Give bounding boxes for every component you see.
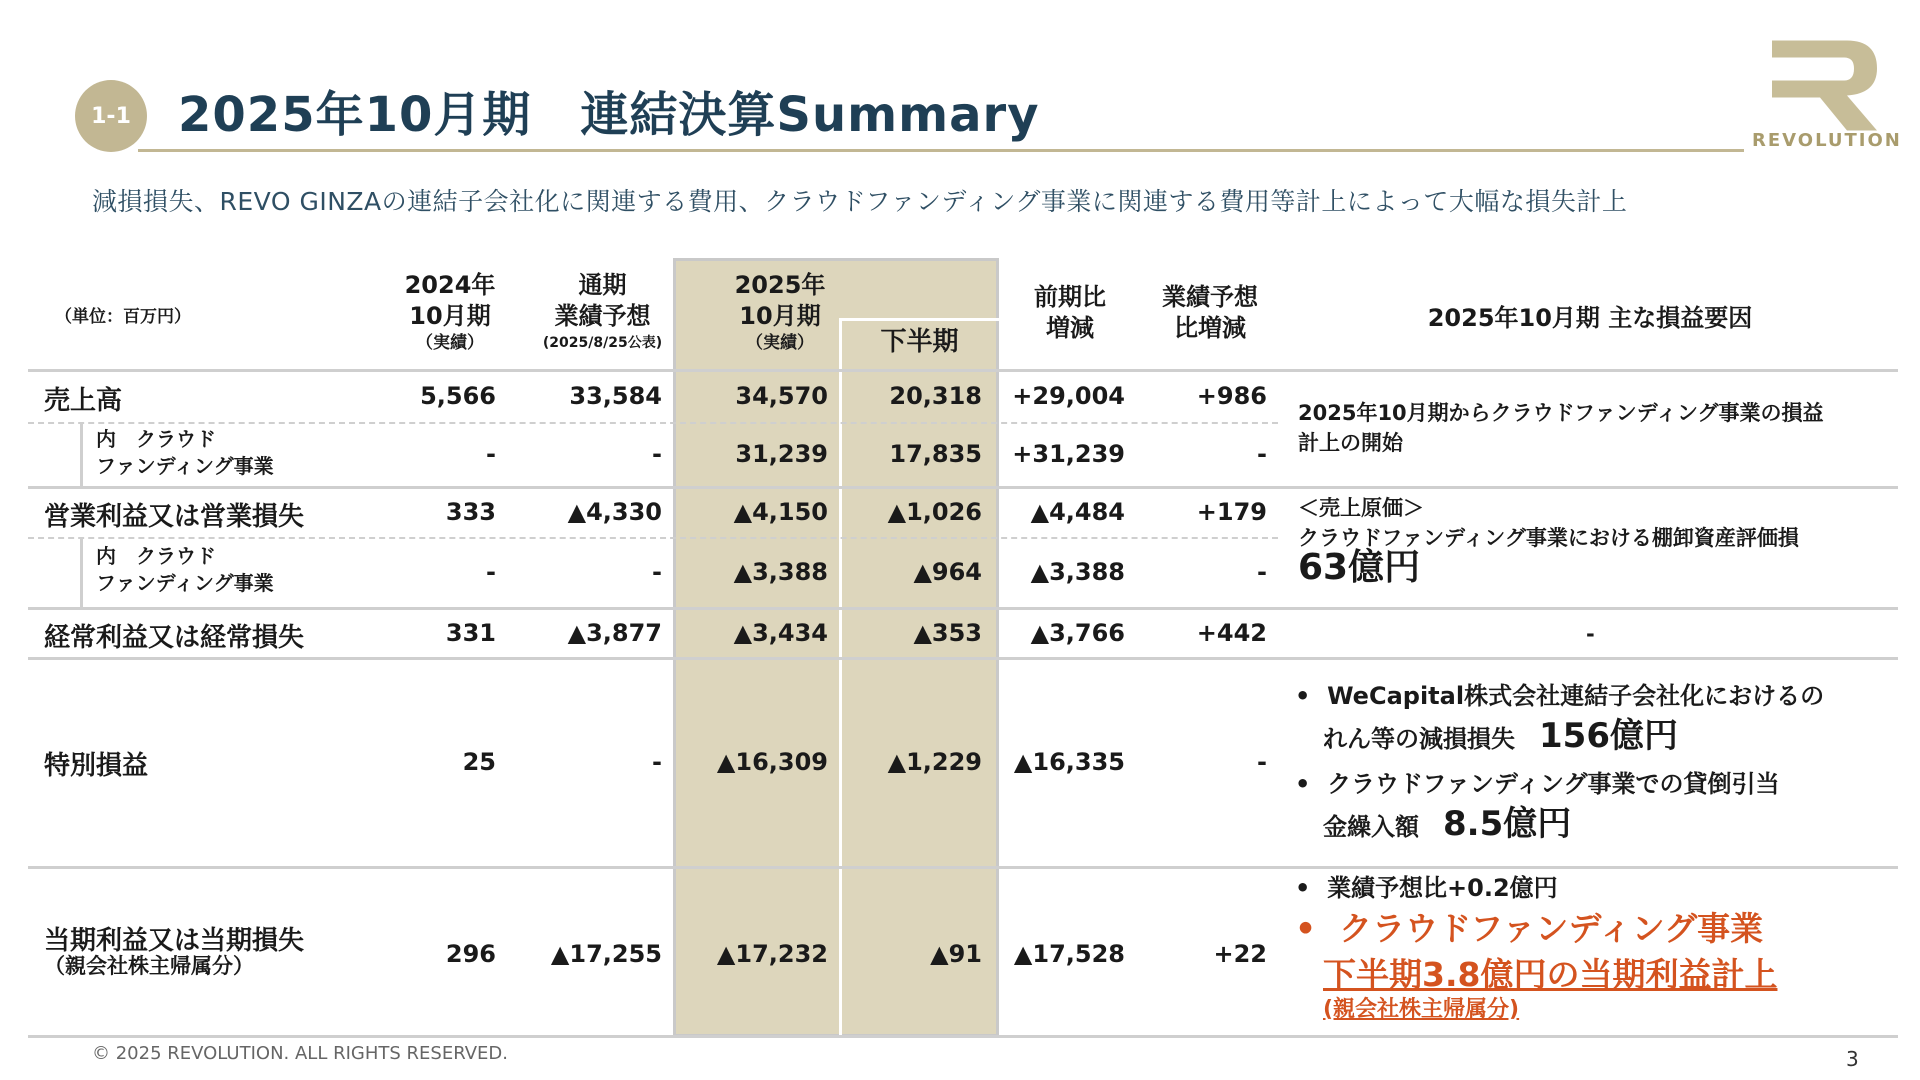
factor-net-2-note: (親会社株主帰属分) [1323, 997, 1520, 1022]
col-vsfc-line2: 比増減 [1174, 314, 1246, 342]
col-yoy-line2: 増減 [1046, 314, 1094, 342]
bullet-icon: • [1295, 770, 1311, 798]
row-op-sub-forecast: - [652, 558, 662, 586]
factor-special-2 [1295, 764, 1779, 847]
col-forecast-line1: 通期 [578, 271, 627, 299]
row-op-vsfc: +179 [1196, 498, 1267, 526]
row-op-sub-fy2025: ▲3,388 [733, 558, 828, 586]
row-ordinary-forecast: ▲3,877 [567, 619, 662, 647]
row-sales-sub-fy2024: - [486, 440, 496, 468]
row-net-fy2025: ▲17,232 [716, 940, 828, 968]
factor-sales-line2: 計上の開始 [1298, 431, 1403, 455]
factor-sales-line1: 2025年10月期からクラウドファンディング事業の損益 [1298, 401, 1824, 425]
page-number: 3 [1846, 1047, 1859, 1071]
col-h2-header: 下半期 [880, 327, 959, 357]
row-net-vsfc: +22 [1213, 940, 1267, 968]
col-yoy-line1: 前期比 [1034, 283, 1106, 311]
row-special-fy2024: 25 [462, 748, 496, 776]
h2-header-divider [839, 318, 999, 321]
row-op-fy2024: 333 [445, 498, 496, 526]
row-special-yoy: ▲16,335 [1013, 748, 1125, 776]
row-sales-sub-yoy: +31,239 [1012, 440, 1125, 468]
row-net-label: 当期利益又は当期損失 [44, 926, 305, 956]
row-op-sub-yoy: ▲3,388 [1030, 558, 1125, 586]
factor-op [1298, 493, 1799, 587]
col-fy2025-note: （実績） [746, 333, 814, 353]
factor-sales [1298, 398, 1824, 458]
row-op-sub-label-line2: ファンディング事業 [96, 571, 274, 595]
row-sales-sub-h2: 17,835 [889, 440, 982, 468]
copyright: © 2025 REVOLUTION. ALL RIGHTS RESERVED. [92, 1043, 508, 1064]
sub-indent-line-2 [80, 537, 83, 607]
unit-label: （単位：百万円） [55, 307, 191, 327]
col-vsfc-header [1140, 282, 1280, 344]
col-fy2024-period: 10月期 [409, 302, 491, 330]
factor-special-2-amount: 8.5億円 [1443, 804, 1572, 844]
row-op-h2: ▲1,026 [887, 498, 982, 526]
row-special-forecast: - [652, 748, 662, 776]
row-sales-yoy: +29,004 [1012, 382, 1125, 410]
row-sales-fy2024: 5,566 [420, 382, 496, 410]
factor-special-2-line2: 金繰入額 [1323, 813, 1443, 841]
row-sales-sub-vsfc: - [1257, 440, 1267, 468]
factor-net-2-line1: クラウドファンディング事業 [1339, 909, 1764, 948]
col-factors-header: 2025年10月期 主な損益要因 [1427, 304, 1753, 332]
factor-special-2-line1: クラウドファンディング事業での貸倒引当 [1327, 770, 1780, 798]
factor-op-line2: クラウドファンディング事業における棚卸資産評価損 [1298, 526, 1799, 550]
row-special-h2: ▲1,229 [887, 748, 982, 776]
factor-op-line1: ＜売上原価＞ [1298, 496, 1424, 520]
factor-special-1-amount: 156億円 [1539, 716, 1678, 756]
row-sales-sub-label-line1: 内 クラウド [96, 427, 216, 451]
row-ordinary-fy2025: ▲3,434 [733, 619, 828, 647]
col-vsfc-line1: 業績予想 [1162, 283, 1258, 311]
row-op-sub-label [96, 543, 274, 597]
row-net-h2: ▲91 [930, 940, 982, 968]
row-net-forecast: ▲17,255 [550, 940, 662, 968]
row-rule-sales-sub [28, 422, 1278, 424]
row-sales-h2: 20,318 [889, 382, 982, 410]
row-sales-sub-label-line2: ファンディング事業 [96, 454, 274, 478]
page-subtitle: 減損損失、REVO GINZAの連結子会社化に関連する費用、クラウドファンディング事業に関連する費用等計上によって大幅な損失計上 [92, 187, 1628, 216]
row-op-sub-label-line1: 内 クラウド [96, 544, 216, 568]
row-sales-sub-forecast: - [652, 440, 662, 468]
factor-net-2-line2: 下半期3.8億円の当期利益計上 [1323, 955, 1778, 994]
row-rule-special [28, 657, 1898, 660]
col-fy2024-year: 2024年 [404, 271, 496, 299]
row-special-vsfc: - [1257, 748, 1267, 776]
row-ordinary-yoy: ▲3,766 [1030, 619, 1125, 647]
row-ordinary-h2: ▲353 [913, 619, 982, 647]
row-sales-sub-fy2025: 31,239 [735, 440, 828, 468]
row-ordinary-label: 経常利益又は経常損失 [44, 623, 305, 653]
col-fy2025-year: 2025年 [734, 271, 826, 299]
factor-special-1 [1295, 676, 1824, 759]
sub-indent-line-1 [80, 422, 83, 486]
row-op-forecast: ▲4,330 [567, 498, 662, 526]
row-net-fy2024: 296 [445, 940, 496, 968]
row-op-sub-fy2024: - [486, 558, 496, 586]
h2-divider [839, 318, 842, 1035]
row-special-label: 特別損益 [44, 751, 149, 781]
row-sales-label: 売上高 [44, 386, 123, 416]
factor-net-2 [1295, 906, 1777, 998]
row-ordinary-fy2024: 331 [445, 619, 496, 647]
row-rule-op-sub [28, 537, 1278, 539]
row-op-label: 営業利益又は営業損失 [44, 502, 305, 532]
factor-net-1-text: 業績予想比+0.2億円 [1327, 874, 1558, 902]
col-fy2024-header [395, 270, 505, 354]
factor-ordinary: - [1586, 622, 1595, 646]
row-op-fy2025: ▲4,150 [733, 498, 828, 526]
fy2025-highlight-border [673, 258, 999, 1037]
row-rule-ordinary [28, 607, 1898, 610]
row-sales-forecast: 33,584 [569, 382, 662, 410]
factor-net-1 [1295, 872, 1558, 904]
page-title: 2025年10月期 連結決算Summary [178, 87, 1040, 143]
col-forecast-line2: 業績予想 [554, 302, 651, 330]
factor-special-1-line2: れん等の減損損失 [1323, 725, 1539, 753]
bullet-icon: • [1295, 909, 1317, 948]
row-op-sub-h2: ▲964 [913, 558, 982, 586]
row-rule-net [28, 866, 1898, 869]
col-forecast-header [520, 270, 685, 354]
factor-op-amount: 63億円 [1298, 547, 1421, 588]
col-yoy-header [1010, 282, 1130, 344]
col-fy2025-period: 10月期 [739, 302, 821, 330]
title-underline [138, 149, 1744, 152]
row-op-sub-vsfc: - [1257, 558, 1267, 586]
bullet-icon: • [1295, 874, 1311, 902]
row-special-fy2025: ▲16,309 [716, 748, 828, 776]
row-op-yoy: ▲4,484 [1030, 498, 1125, 526]
table-bottom-rule [28, 1035, 1898, 1038]
row-sales-vsfc: +986 [1196, 382, 1267, 410]
col-fy2024-note: （実績） [416, 333, 484, 353]
row-sales-fy2025: 34,570 [735, 382, 828, 410]
bullet-icon: • [1295, 682, 1311, 710]
row-sales-sub-label [96, 426, 274, 480]
header-rule [28, 369, 1898, 372]
factor-special-1-line1: WeCapital株式会社連結子会社化におけるの [1327, 682, 1825, 710]
row-ordinary-vsfc: +442 [1196, 619, 1267, 647]
row-net-yoy: ▲17,528 [1013, 940, 1125, 968]
section-badge: 1-1 [75, 80, 147, 152]
row-rule-op [28, 486, 1898, 489]
row-net-sublabel: （親会社株主帰属分） [44, 954, 254, 978]
col-fy2025-header [720, 270, 840, 354]
logo-wordmark: REVOLUTION [1752, 130, 1902, 151]
col-forecast-note: (2025/8/25公表) [542, 335, 663, 351]
